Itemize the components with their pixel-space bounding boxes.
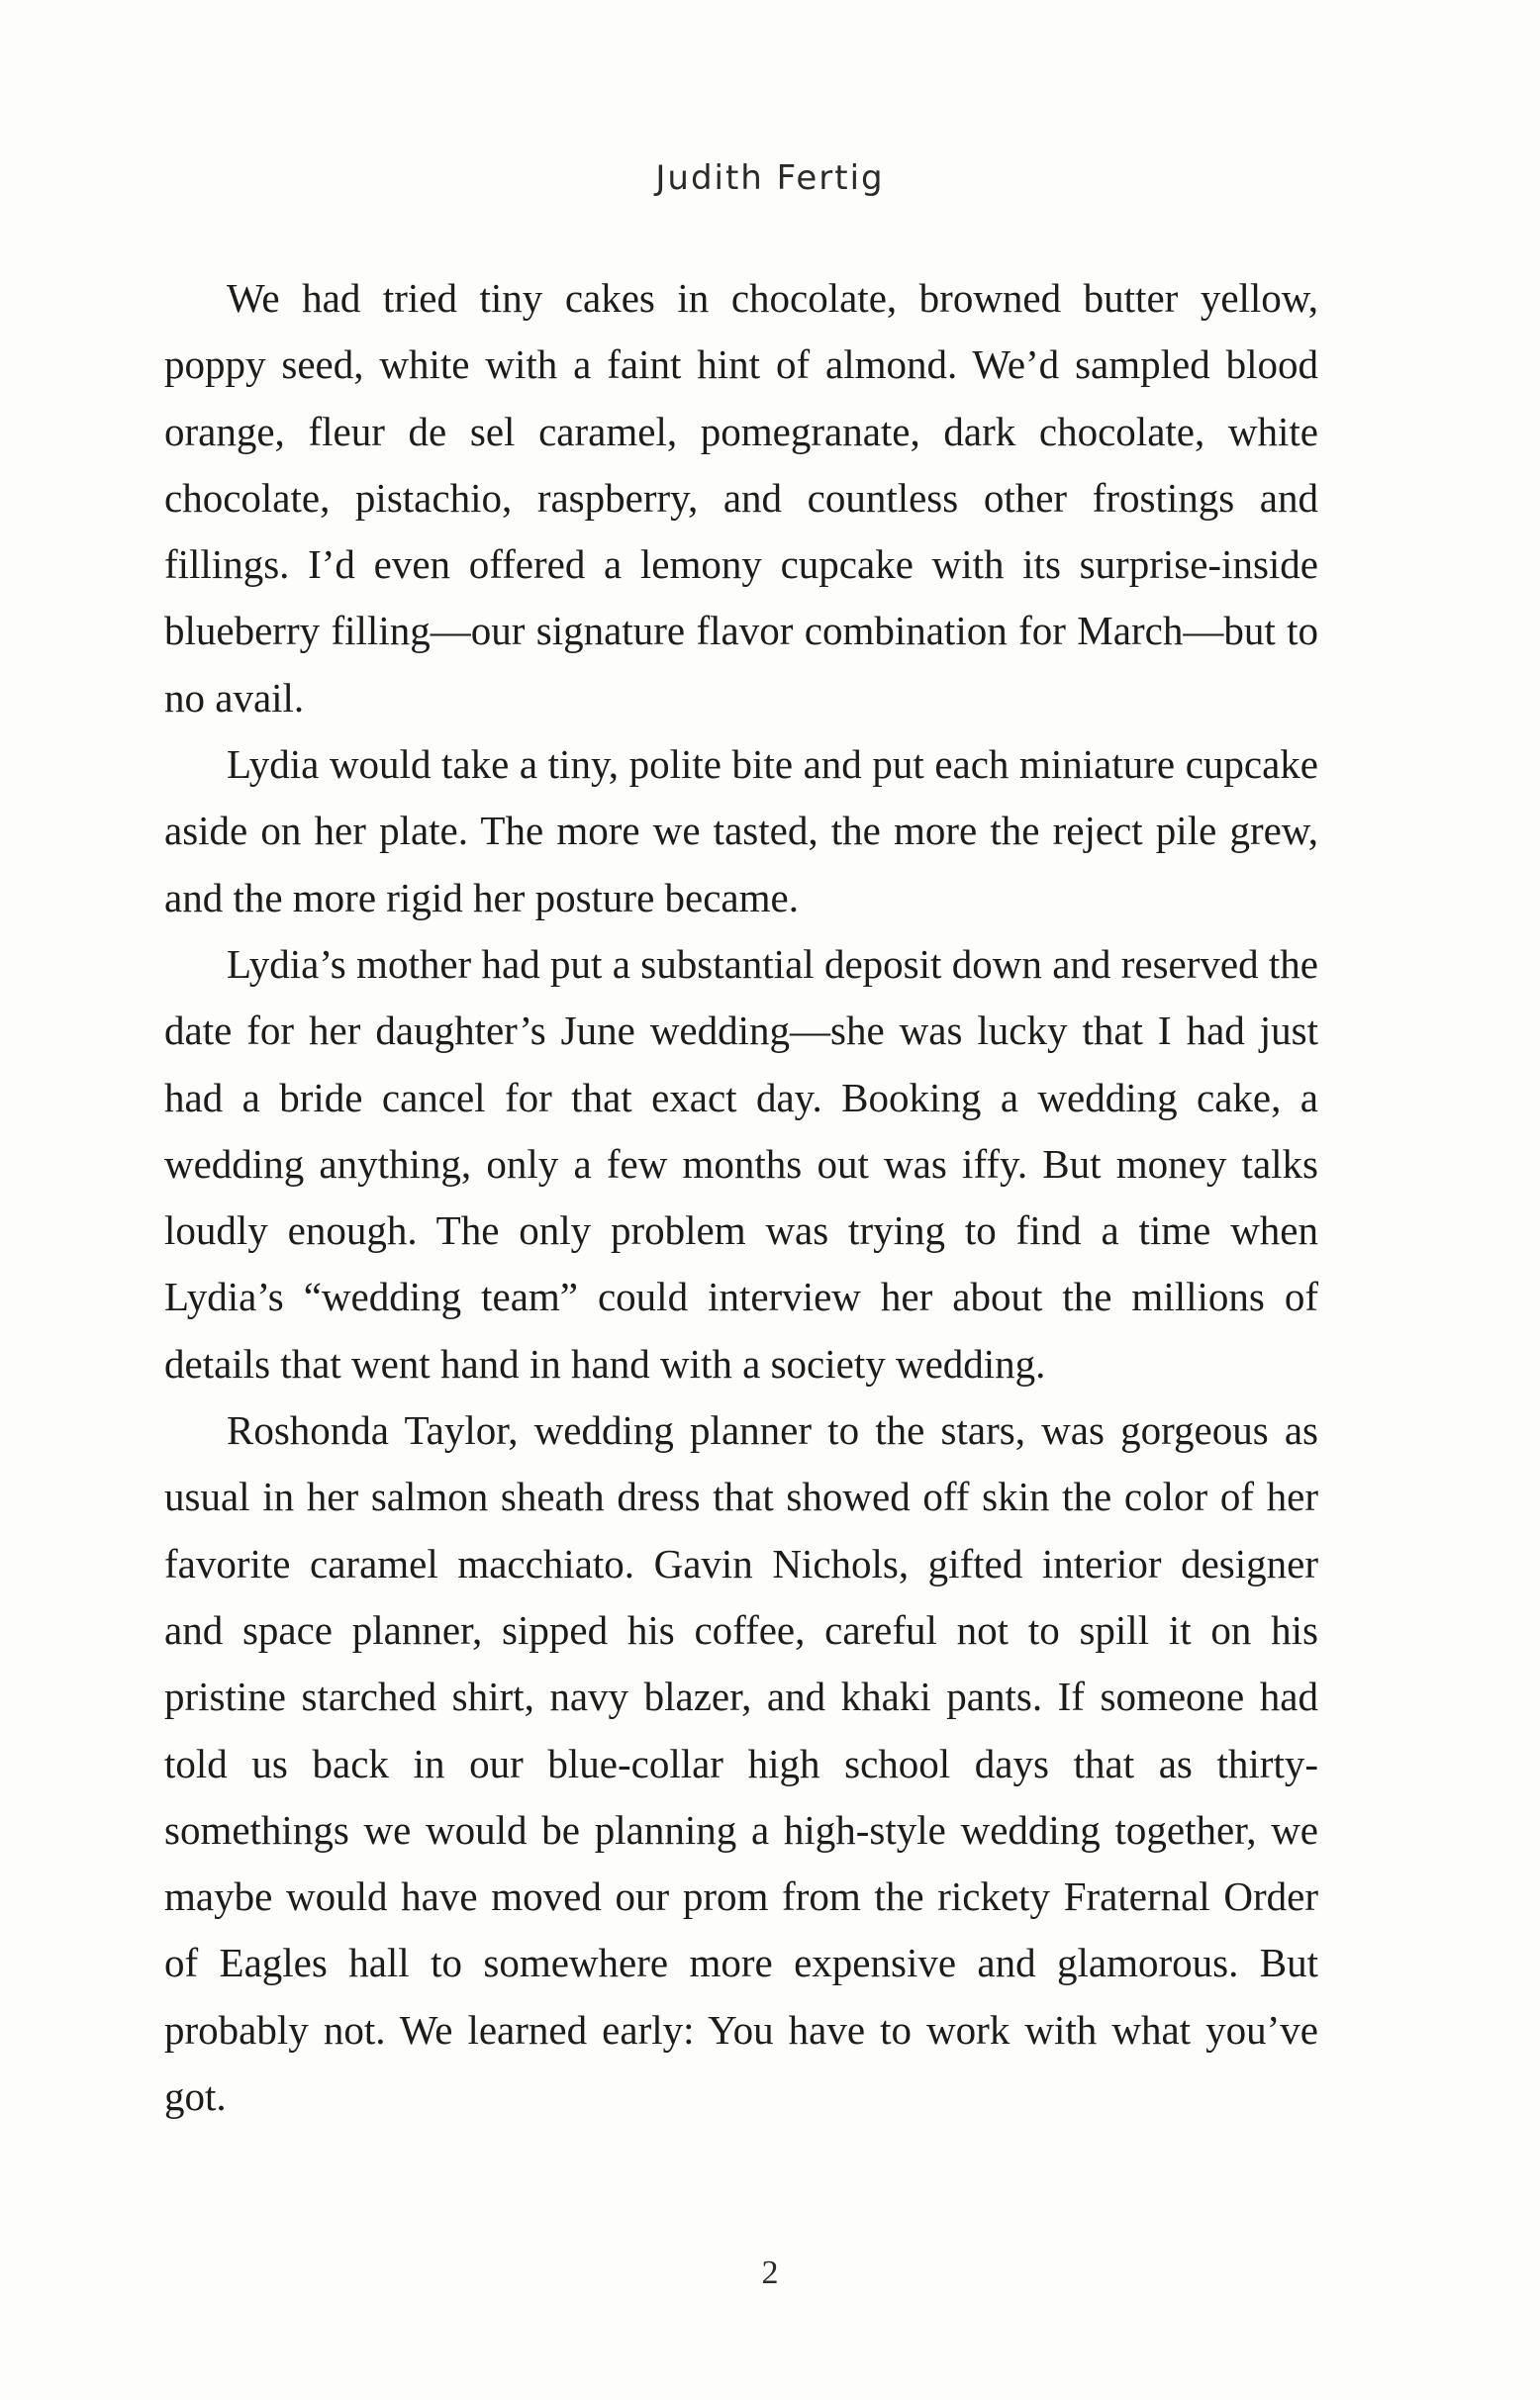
- paragraph-3: Lydia’s mother had put a substantial deposit down and reserved the date for her daughter’s June wedding—she was lucky that I had just had a bride cancel for that exact day. Booking a wedding cake, a wedding anything, only a few months out was iffy. But money talks loudly enough. The only problem was trying to find a time when Lydia’s “wedding team” could interview her about the millions of details that went hand in hand with a society wedding.: [164, 940, 1318, 1387]
- paragraph-2: Lydia would take a tiny, polite bite and put each miniature cupcake aside on her plate. The more we tasted, the more the reject pile grew, and the more rigid her posture became.: [164, 741, 1318, 920]
- paragraph-1: We had tried tiny cakes in chocolate, browned butter yellow, poppy seed, white with a faint hint of almond. We’d sampled blood orange, fleur de sel caramel, pomegranate, dark chocolate, white chocolate, pistachio, raspberry, and countless other frostings and fillings. I’d even offered a lemony cupcake with its surprise-inside blueberry filling—our signature flavor combination for March—but to no avail.: [164, 275, 1318, 720]
- page-number: 2: [761, 2255, 779, 2291]
- running-head: Judith Fertig: [655, 158, 885, 198]
- paragraph-4: Roshonda Taylor, wedding planner to the stars, was gorgeous as usual in her salmon sheath dress that showed off skin the color of her favorite caramel macchiato. Gavin Nichols, gifted interior designer and space planner, sipped his coffee, careful not to spill it on his pristine starched shirt, navy blazer, and khaki pants. If someone had told us back in our blue-collar high school days that as thirty-somethings we would be planning a high-style wedding together, we maybe would have moved our prom from the rickety Fraternal Order of Eagles hall to somewhere more expensive and glamorous. But probably not. We learned early: You have to work with what you’ve got.: [164, 1407, 1318, 2120]
- body-text: [164, 265, 1318, 2130]
